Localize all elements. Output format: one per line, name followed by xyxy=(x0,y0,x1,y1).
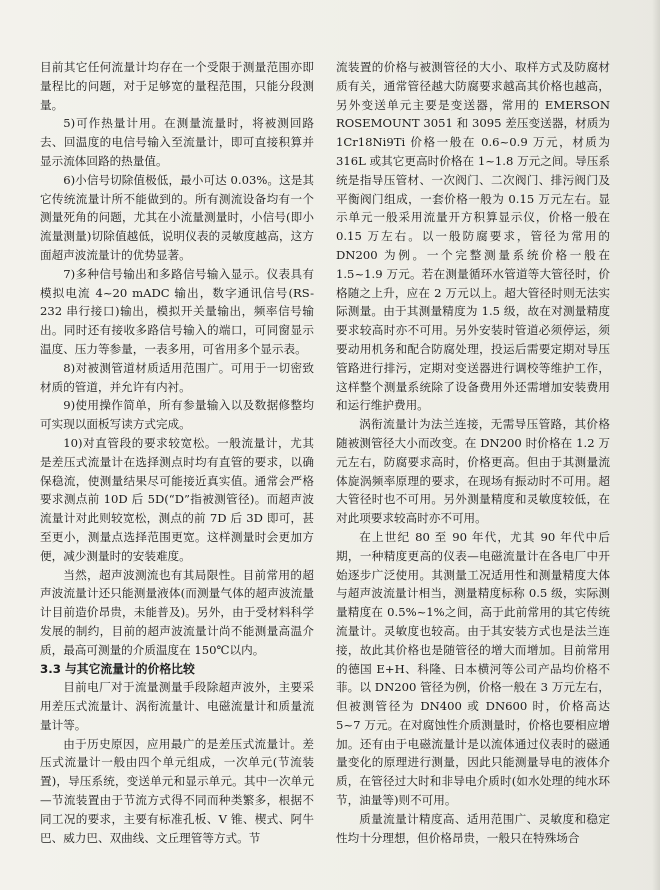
paragraph: 10)对直管段的要求较宽松。一般流量计，尤其是差压式流量计在选择测点时均有直管的要求，以确保稳流，使测量结果尽可能接近真实值。通常会严格要求测点前 10D 后 5D(“D”指被测管径)。而超声波流量计对此则较宽松，测点的前 7D 后 3D 即可，甚至更小，测量点选择范围更宽。这样测量时会更加方便，减少测量时的安装难度。 xyxy=(40,435,314,563)
paragraph: 质量流量计精度高、适用范围广、灵敏度和稳定性均十分理想，但价格昂贵，一般只在特殊场合 xyxy=(336,811,610,845)
paragraph: 9)使用操作简单，所有参量输入以及数据修整均可实现以面板写读方式完成。 xyxy=(40,398,314,432)
paragraph: 目前其它任何流量计均存在一个受限于测量范围亦即量程比的问题，对于足够宽的量程范围，只能分段测量。 xyxy=(40,60,314,112)
section-heading: 3.3 与其它流量计的价格比较 xyxy=(40,661,195,676)
paragraph: 7)多种信号输出和多路信号输入显示。仪表具有模拟电流 4~20 mADC 输出，数字通讯信号(RS-232 串行接口)输出，模拟开关量输出，频率信号输出。同时还有接收多路信号输入的端口，可同窗显示温度、压力等参量，一表多用，可省用多个显示表。 xyxy=(40,266,314,356)
paragraph: 目前电厂对于流量测量手段除超声波外，主要采用差压式流量计、涡衔流量计、电磁流量计和质量流量计等。 xyxy=(40,680,314,732)
paragraph: 流装置的价格与被测管径的大小、取样方式及防腐材质有关，通常管径越大防腐要求越高其价格也越高，另外变送单元主要是变送器，常用的 EMERSON ROSEMOUNT 3051 和 3095 差压变送器，材质为 1Cr18Ni9Ti 价格一般在 0.6~0.9 万元，材质为 316L 或其它更高时价格在 1~1.8 万元之间。导压系统是指导压管材、一次阀门、二次阀门、排污阀门及平衡阀门组成，一套价格一般为 0.15 万元左右。显示单元一般采用流量开方积算显示仪，价格一般在 0.15 万左右。以一般防腐要求，管径为常用的 DN200 为例。一个完整测量系统价格一般在 1.5~1.9 万元。若在测量循环水管道等大管径时，价格随之上升，应在 2 万元以上。超大管径时则无法实际测量。由于其测量精度为 1.5 级，故在对测量精度要求较高时亦不可用。另外安装时管道必须停运，须要动用机务和配合防腐处理，投运后需要定期对导压管路进行排污，定期对变送器进行调校等维护工作，这样整个测量系统除了设备费用外还需增加安装费用和运行维护费用。 xyxy=(336,60,610,413)
paragraph: 涡衔流量计为法兰连接，无需导压管路，其价格随被测管径大小而改变。在 DN200 时价格在 1.2 万元左右，防腐要求高时，价格更高。但由于其测量流体旋涡频率原理的要求，在现场有振动时不可用。超大管径时也不可用。另外测量精度和灵敏度较低，在对此项要求较高时亦不可用。 xyxy=(336,417,610,526)
left-column xyxy=(40,58,314,847)
paragraph: 在上世纪 80 至 90 年代，尤其 90 年代中后期，一种精度更高的仪表—电磁流量计在各电厂中开始逐步广泛使用。其测量工况适用性和测量精度大体与超声波流量计相当，测量精度标称 0.5 级，实际测量精度在 0.5%~1%之间，高于此前常用的其它传统流量计。灵敏度也较高。由于其安装方式也是法兰连接，故此其价格也是随管径的增大而增加。目前常用的德国 E+H、科隆、日本横河等公司产品均价格不菲。以 DN200 管径为例，价格一般在 3 万元左右，但被测管径为 DN400 或 DN600 时，价格高达 5~7 万元。在对腐蚀性介质测量时，价格也要相应增加。还有由于电磁流量计是以流体通过仪表时的磁通量变化的原理进行测量，因此只能测量导电的液体介质，在管径过大时和非导电介质时(如水处理的纯水环节，油量等)则不可用。 xyxy=(336,529,610,808)
paragraph: 5)可作热量计用。在测量流量时，将被测回路去、回温度的电信号输入至流量计，即可直接积算并显示流体回路的热量值。 xyxy=(40,116,314,168)
paragraph: 6)小信号切除值极低，最小可达 0.03%。这是其它传统流量计所不能做到的。所有测流设备均有一个测量死角的问题，尤其在小流量测量时，小信号(即小流量测量)切除值越低，说明仪表的灵敏度越高，这方面超声波流量计的优势显著。 xyxy=(40,172,314,262)
page-edge-shadow xyxy=(652,0,660,890)
paragraph: 由于历史原因，应用最广的是差压式流量计。差压式流量计一般由四个单元组成，一次单元(节流装置)，导压系统，变送单元和显示单元。其中一次单元—节流装置由于节流方式得不同而种类繁多，根据不同工况的要求，主要有标准孔板、V 锥、楔式、阿牛巴、威力巴、双曲线、文丘理管等方式。节 xyxy=(40,736,314,845)
paragraph: 8)对被测管道材质适用范围广。可用于一切密致材质的管道，并允许有内衬。 xyxy=(40,360,314,394)
right-column xyxy=(336,58,610,847)
paragraph: 当然，超声波测流也有其局限性。目前常用的超声波流量计还只能测量液体(而测量气体的超声波流量计目前造价昂贵，未能普及)。另外，由于受材料科学发展的制约，目前的超声波流量计尚不能测量高温介质，最高可测量的介质温度在 150℃以内。 xyxy=(40,567,314,657)
